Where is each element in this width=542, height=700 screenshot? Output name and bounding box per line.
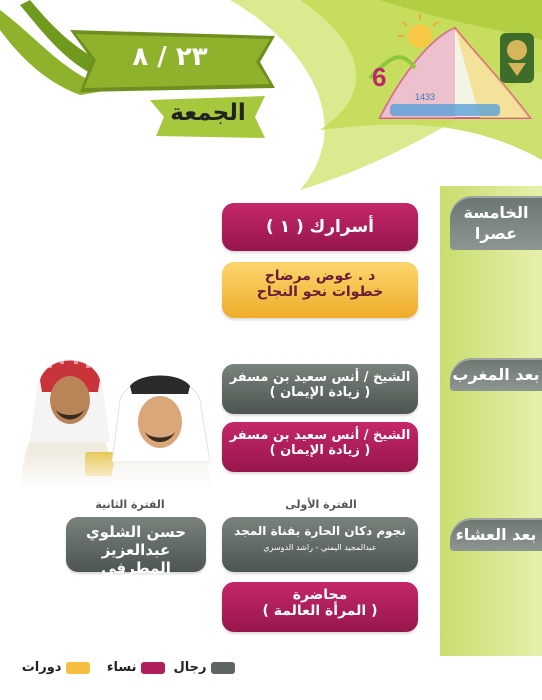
slot-label-asr — [450, 196, 542, 250]
speakers-photo — [0, 342, 222, 490]
event-asr-women[interactable] — [222, 203, 418, 251]
legend — [0, 654, 542, 684]
legend-item-women — [90, 660, 165, 675]
slot-isha-line1: بعد — [512, 525, 537, 544]
logo-number: 6 — [372, 62, 387, 92]
event-asr-women-title: أسرارك ( ١ ) — [265, 217, 374, 237]
slot-maghrib-line1: بعد — [515, 365, 540, 384]
event-isha-men-period2-speaker2: عبدالعزيز المطرفي — [101, 541, 171, 577]
event-isha-women[interactable] — [222, 582, 418, 632]
legend-label-women: نساء — [106, 660, 137, 675]
day-label: الجمعة — [170, 100, 246, 126]
event-isha-women-title: ( المرأة العالمة ) — [262, 603, 378, 619]
date-label: ٢٣ / ٨ — [132, 42, 208, 72]
event-asr-course-title: خطوات نحو النجاح — [256, 284, 384, 300]
legend-label-men: رجال — [173, 660, 207, 675]
festival-logo — [360, 8, 542, 126]
event-maghrib-women-title: ( زيادة الإيمان ) — [269, 443, 371, 458]
slot-maghrib-line2: المغرب — [452, 365, 510, 384]
time-column — [440, 186, 542, 656]
slot-label-isha — [450, 518, 542, 551]
logo-year: 1433 — [415, 92, 436, 102]
legend-item-courses — [14, 660, 90, 675]
legend-swatch-men — [211, 662, 235, 674]
legend-swatch-courses — [66, 662, 90, 674]
legend-item-men — [165, 660, 235, 675]
event-maghrib-women-speaker: الشيخ / أنس سعيد بن مسفر — [229, 428, 411, 443]
legend-swatch-women — [141, 662, 165, 674]
event-isha-men-period1-title: نجوم دكان الحارة بقناة المجد — [234, 524, 406, 538]
event-isha-men-period2-speaker1: حسن الشلوي — [85, 523, 187, 541]
event-asr-course-speaker: د . عوض مرضاح — [264, 268, 376, 284]
event-asr-course[interactable] — [222, 262, 418, 318]
legend-label-courses: دورات — [21, 660, 62, 675]
period-1-label: الفترة الأولى — [285, 498, 357, 511]
event-isha-women-type: محاضرة — [292, 587, 348, 603]
event-maghrib-women[interactable] — [222, 422, 418, 472]
event-isha-men-period1-speakers: عبدالمجيد اليمني - راشد الدوسري — [263, 543, 377, 552]
event-maghrib-men-speaker: الشيخ / أنس سعيد بن مسفر — [229, 370, 411, 385]
slot-isha-line2: العشاء — [455, 525, 507, 544]
slot-asr-line1: الخامسة — [463, 203, 529, 222]
event-isha-men-period1[interactable] — [222, 517, 418, 572]
event-maghrib-men-title: ( زيادة الإيمان ) — [269, 385, 371, 400]
slot-label-maghrib — [450, 358, 542, 391]
slot-asr-line2: عصرا — [474, 224, 518, 243]
event-isha-men-period2[interactable] — [66, 517, 206, 577]
period-2-label: الفترة الثانية — [95, 498, 165, 511]
event-maghrib-men[interactable] — [222, 364, 418, 414]
